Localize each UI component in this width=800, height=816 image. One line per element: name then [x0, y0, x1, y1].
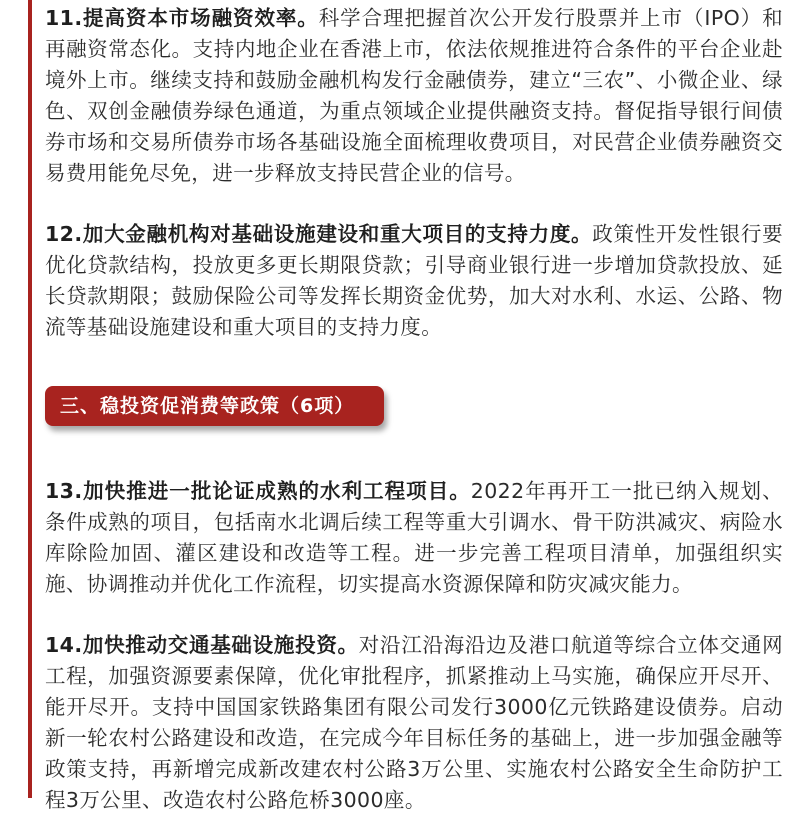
paragraph-item-14 — [45, 630, 783, 816]
paragraph-heading: 12.加大金融机构对基础设施建设和重大项目的支持力度。 — [45, 222, 593, 246]
paragraph-body: 2022年再开工一批已纳入规划、条件成熟的项目，包括南水北调后续工程等重大引调水、骨干防洪减灾、病险水库除险加固、灌区建设和改造等工程。进一步完善工程项目清单，加强组织实施、协调推动并优化工作流程，切实提高水资源保障和防灾减灾能力。 — [45, 479, 783, 596]
paragraph-heading: 13.加快推进一批论证成熟的水利工程项目。 — [45, 479, 471, 503]
article-content — [45, 0, 783, 816]
paragraph-body: 科学合理把握首次公开发行股票并上市（IPO）和再融资常态化。支持内地企业在香港上市，依法依规推进符合条件的平台企业赴境外上市。继续支持和鼓励金融机构发行金融债券，建立“三农”、小微企业、绿色、双创金融债券绿色通道，为重点领域企业提供融资支持。督促指导银行间债券市场和交易所债券市场各基础设施全面梳理收费项目，对民营企业债券融资交易费用能免尽免，进一步释放支持民营企业的信号。 — [45, 6, 783, 185]
section-header-wrapper — [45, 386, 783, 434]
paragraph-body: 政策性开发性银行要优化贷款结构，投放更多更长期限贷款；引导商业银行进一步增加贷款投放、延长贷款期限；鼓励保险公司等发挥长期资金优势，加大对水利、水运、公路、物流等基础设施建设和重大项目的支持力度。 — [45, 222, 783, 339]
left-accent-rule — [28, 0, 32, 798]
paragraph-item-13 — [45, 476, 783, 600]
section-header-badge: 三、稳投资促消费等政策（6项） — [45, 386, 384, 426]
paragraph-heading: 11.提高资本市场融资效率。 — [45, 6, 319, 30]
paragraph-body: 对沿江沿海沿边及港口航道等综合立体交通网工程，加强资源要素保障，优化审批程序，抓紧推动上马实施，确保应开尽开、能开尽开。支持中国国家铁路集团有限公司发行3000亿元铁路建设债券。启动新一轮农村公路建设和改造，在完成今年目标任务的基础上，进一步加强金融等政策支持，再新增完成新改建农村公路3万公里、实施农村公路安全生命防护工程3万公里、改造农村公路危桥3000座。 — [45, 633, 784, 812]
paragraph-heading: 14.加快推动交通基础设施投资。 — [45, 633, 359, 657]
paragraph-item-12 — [45, 219, 783, 343]
paragraph-item-11 — [45, 0, 783, 189]
